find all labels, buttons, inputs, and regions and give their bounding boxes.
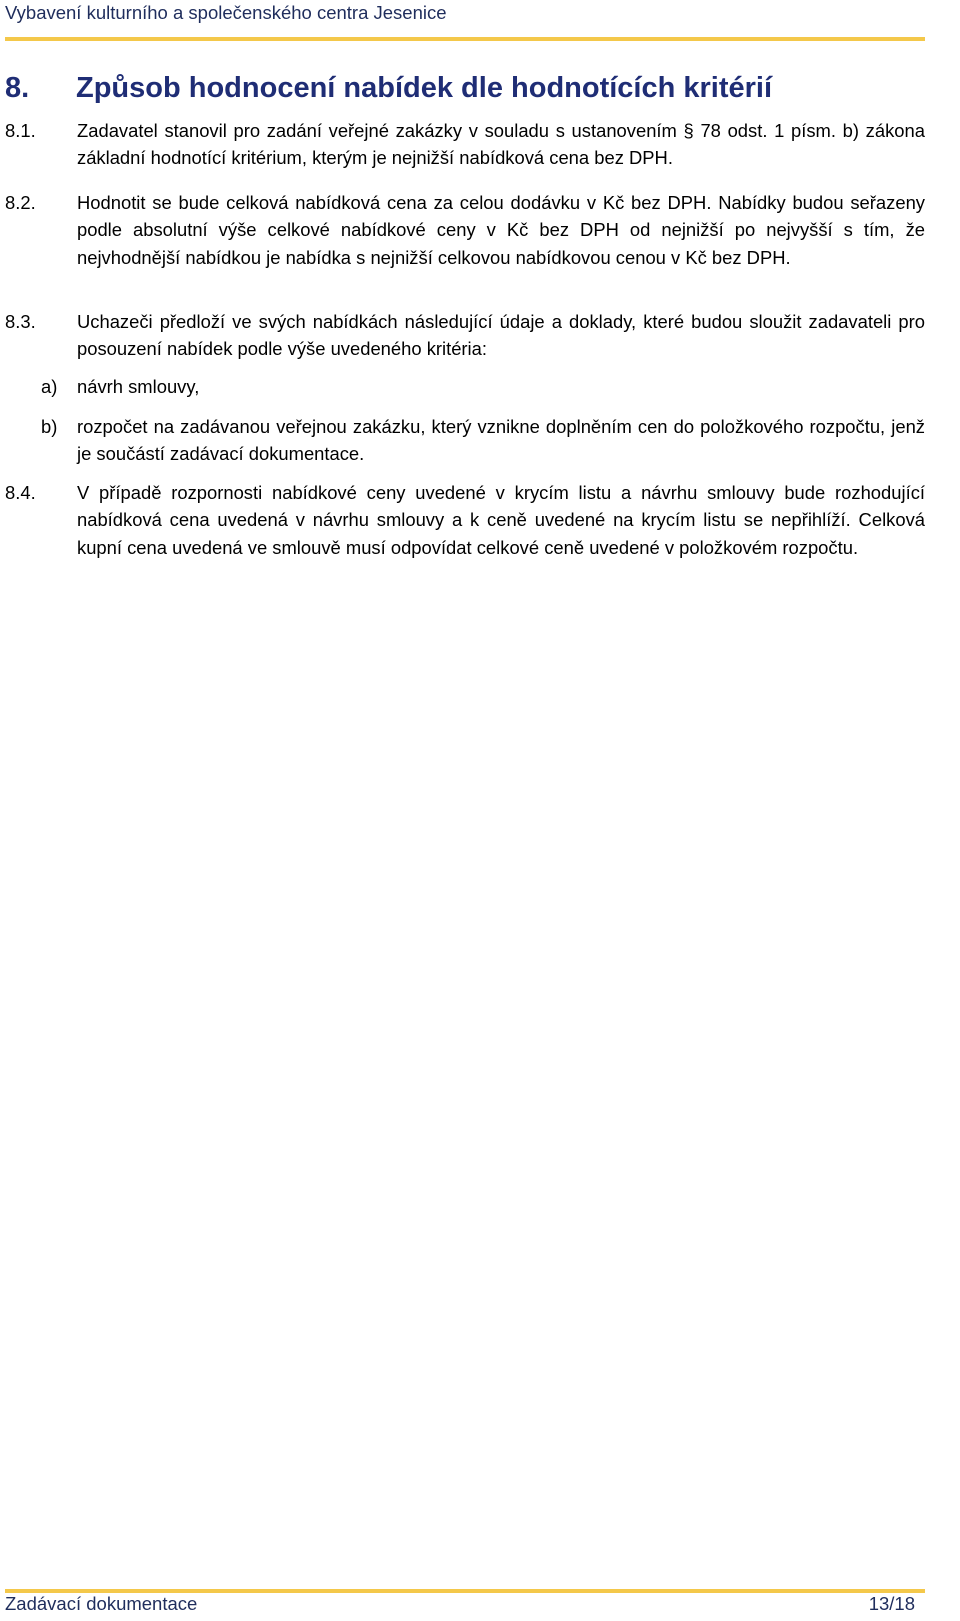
footer-doc-name: Zadávací dokumentace [5, 1593, 198, 1614]
section-number: 8. [5, 72, 30, 104]
paragraph-text: Uchazeči předloží ve svých nabídkách následující údaje a doklady, které budou sloužit zadavateli pro posouzení nabídek podle výše uvedeného kritéria: [77, 311, 925, 360]
paragraph-8-3 [5, 308, 925, 363]
header-rule [5, 37, 925, 41]
list-item-label: a) [41, 376, 58, 397]
paragraph-8-1 [5, 117, 925, 172]
running-header: Vybavení kulturního a společenského centra Jesenice [5, 2, 447, 23]
section-title: Způsob hodnocení nabídek dle hodnotících kritérií [76, 72, 773, 104]
paragraph-number: 8.2. [5, 192, 36, 213]
paragraph-8-2 [5, 189, 925, 271]
list-item-label: b) [41, 416, 58, 437]
paragraph-text: V případě rozpornosti nabídkové ceny uvedené v krycím listu a návrhu smlouvy bude rozhodující nabídková cena uvedená v návrhu smlouvy a k ceně uvedené na krycím listu se nepřihlíží. Celková kupní cena uvedená ve smlouvě musí odpovídat celkové ceně uvedené v položkovém rozpočtu. [77, 482, 925, 558]
paragraph-number: 8.3. [5, 311, 36, 332]
list-item-b [5, 413, 925, 468]
paragraph-text: Hodnotit se bude celková nabídková cena za celou dodávku v Kč bez DPH. Nabídky budou seřazeny podle absolutní výše celkové nabídkové ceny v Kč bez DPH od nejnižší po nejvyšší s tím, že nejvhodnější nabídkou je nabídka s nejnižší celkovou nabídkovou cenou v Kč bez DPH. [77, 192, 925, 268]
list-item-text: rozpočet na zadávanou veřejnou zakázku, který vznikne doplněním cen do položkového rozpočtu, jenž je součástí zadávací dokumentace. [77, 416, 925, 465]
paragraph-number: 8.1. [5, 120, 36, 141]
section-heading [5, 72, 925, 105]
paragraph-text: Zadavatel stanovil pro zadání veřejné zakázky v souladu s ustanovením § 78 odst. 1 písm. b) zákona základní hodnotící kritérium, kterým je nejnižší nabídková cena bez DPH. [77, 120, 925, 169]
paragraph-number: 8.4. [5, 482, 36, 503]
list-item-text: návrh smlouvy, [77, 376, 200, 397]
footer-page-number: 13/18 [868, 1593, 915, 1614]
paragraph-8-4 [5, 479, 925, 561]
list-item-a [5, 373, 925, 400]
